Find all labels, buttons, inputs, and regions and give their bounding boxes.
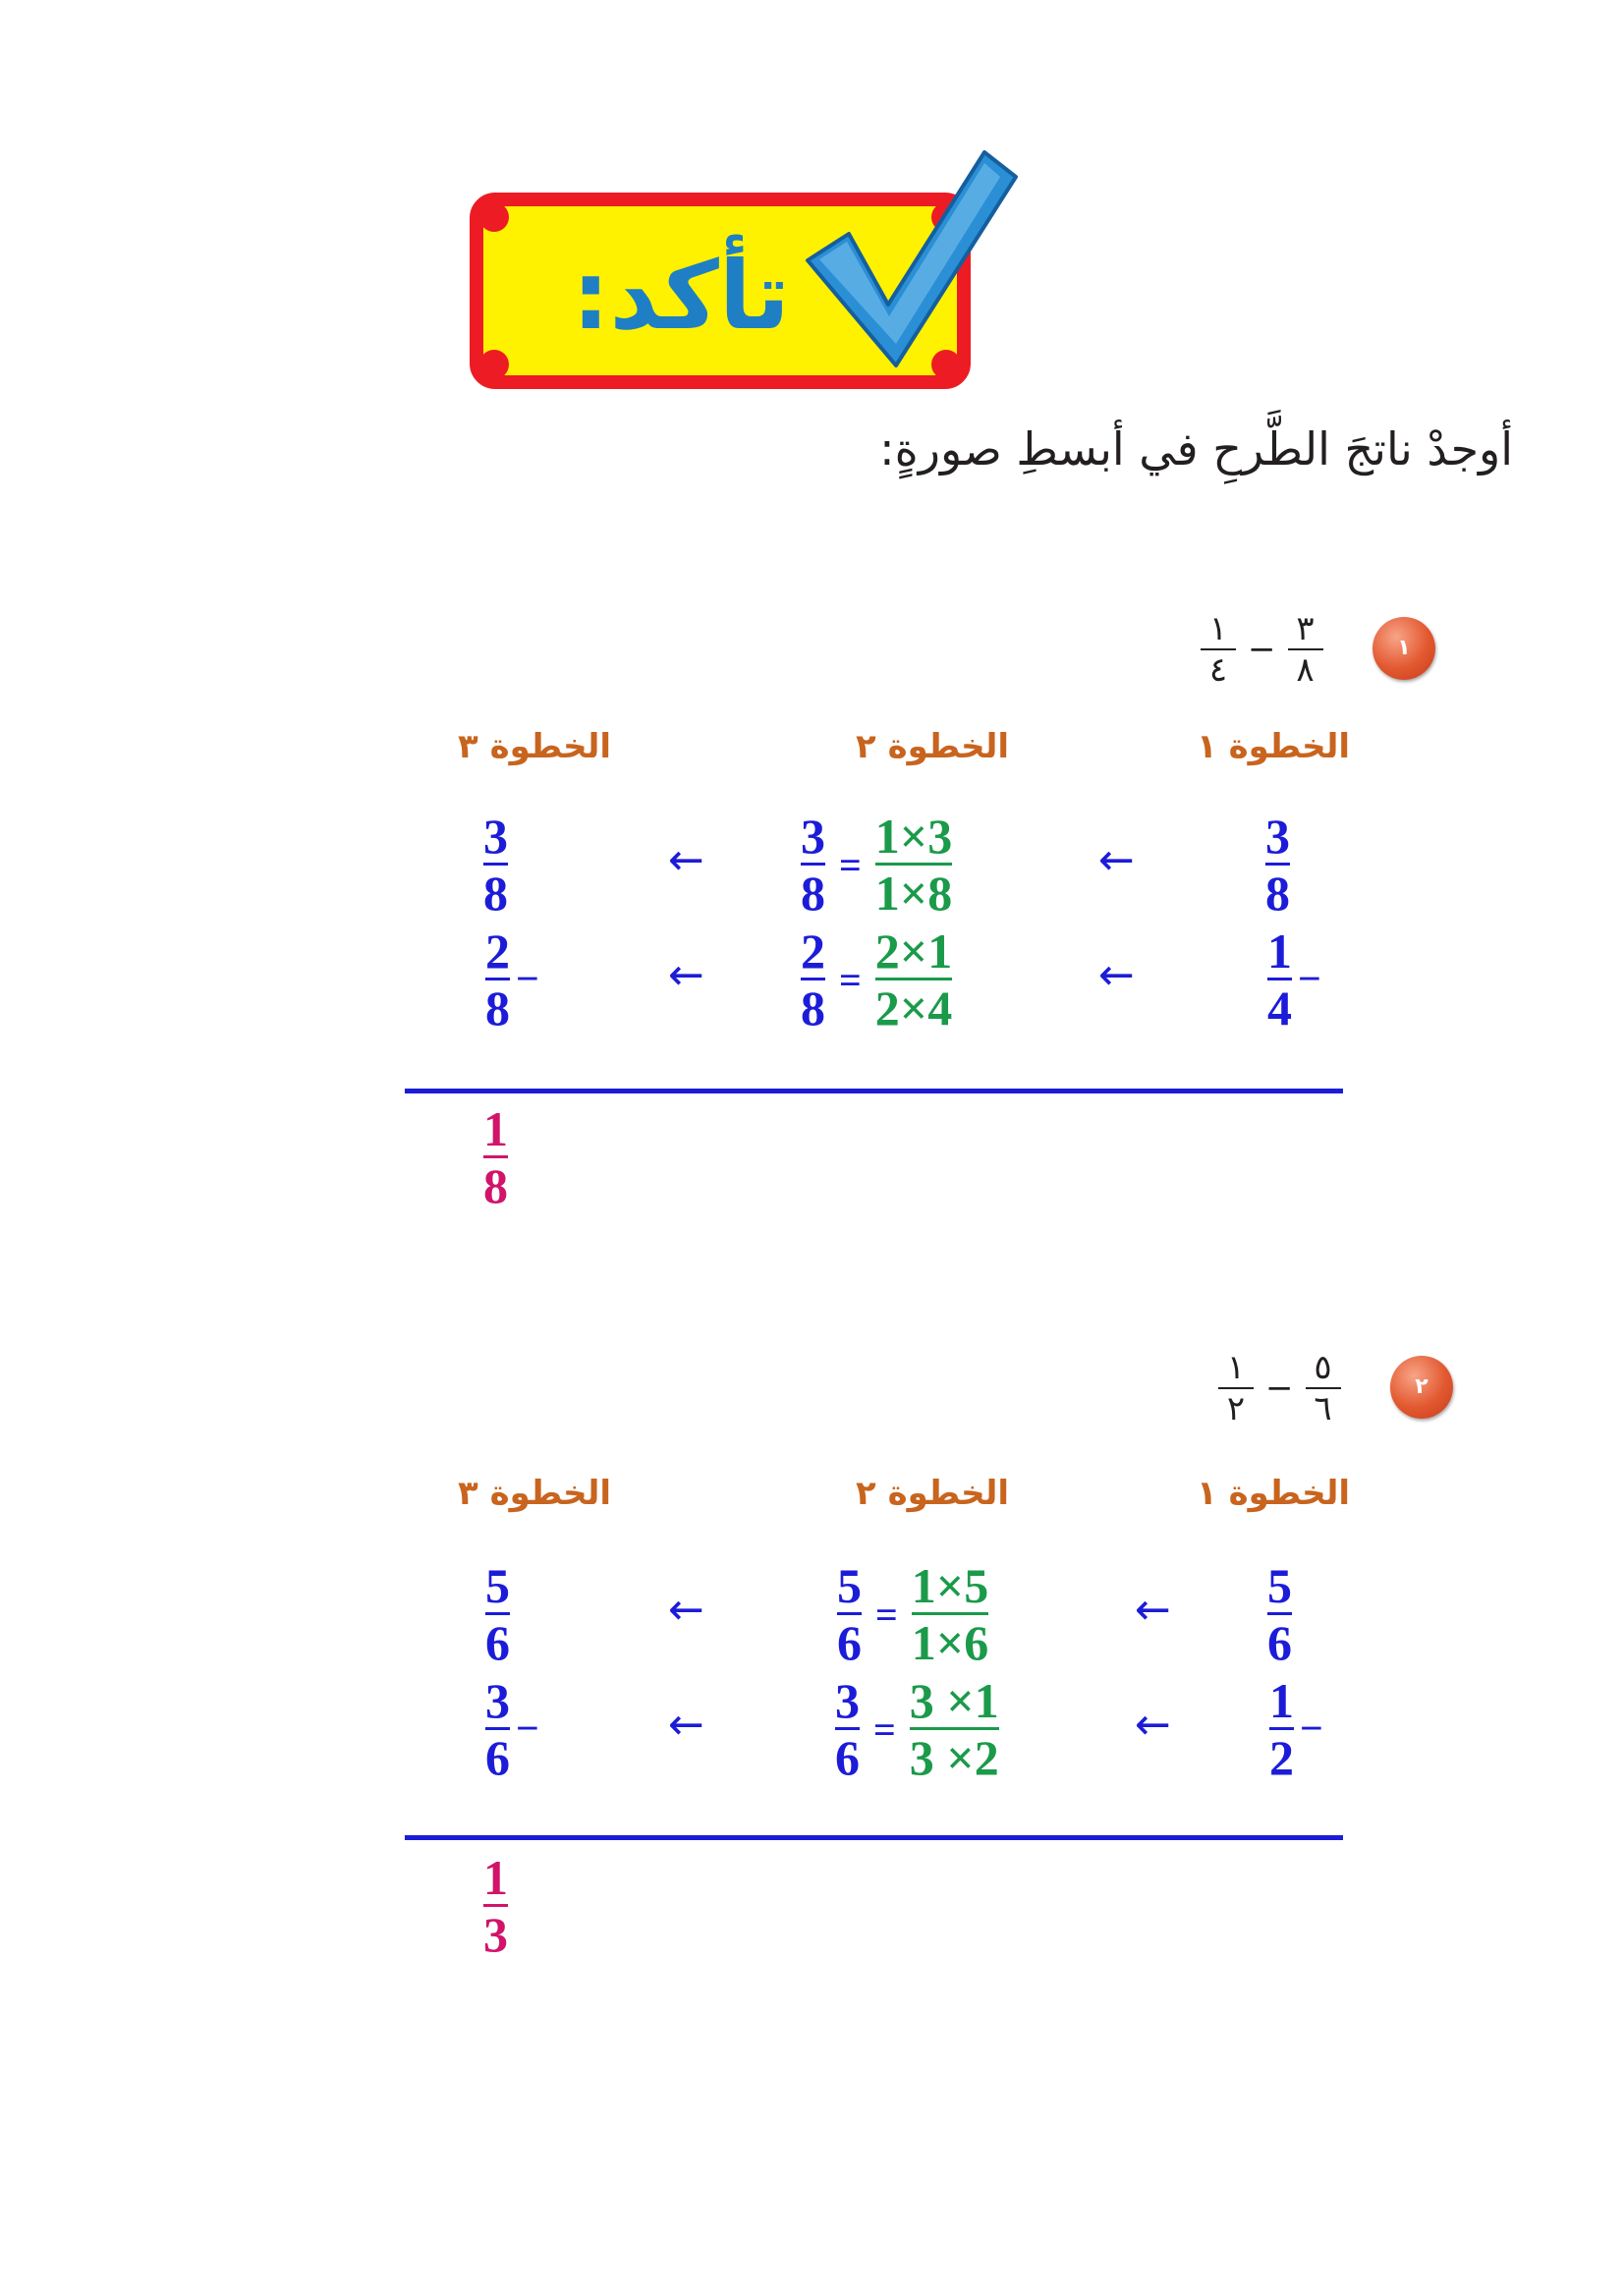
denominator: 3	[483, 1907, 508, 1962]
fraction	[1267, 925, 1292, 1034]
checkmark-icon	[798, 138, 1024, 373]
fraction	[801, 811, 825, 919]
fraction	[485, 1675, 510, 1783]
fraction	[835, 1675, 860, 1783]
minus-sign: −	[1265, 1369, 1294, 1408]
step-label: الخطوة ٢	[855, 1474, 1010, 1513]
denominator: 6	[485, 1730, 510, 1785]
denominator: ٤	[1208, 650, 1228, 690]
numerator: 3	[801, 809, 825, 864]
equals-sign: =	[839, 957, 862, 1002]
numerator: 3	[485, 1673, 510, 1728]
sum-line	[405, 1835, 1343, 1840]
banner-title: تأكد:	[572, 241, 790, 351]
denominator: 8	[483, 866, 508, 921]
problem-number-badge: ١	[1372, 617, 1435, 680]
denominator: ٦	[1314, 1389, 1332, 1428]
numerator: 2	[485, 924, 510, 979]
banner-corner	[479, 202, 509, 232]
denominator: 8	[485, 980, 510, 1036]
equals-sign: =	[873, 1707, 896, 1752]
step2-equation	[801, 811, 952, 919]
numerator: 3	[1265, 809, 1290, 864]
fraction	[1214, 1348, 1258, 1428]
numerator: 3	[835, 1673, 860, 1728]
left-arrow-icon: ←	[668, 835, 704, 885]
denominator: 8	[1265, 866, 1290, 921]
numerator: 5	[485, 1558, 510, 1613]
fraction	[1302, 1348, 1345, 1428]
step2-equation	[837, 1560, 988, 1668]
numerator: 2	[801, 924, 825, 979]
step-label: الخطوة ٣	[457, 1474, 612, 1513]
conversion-fraction	[910, 1675, 999, 1783]
denominator: 8	[801, 866, 825, 921]
numerator: 1×5	[911, 1558, 989, 1613]
denominator: ٢	[1226, 1389, 1246, 1428]
step-label: الخطوة ٣	[457, 727, 612, 766]
conversion-fraction	[875, 925, 953, 1034]
banner-corner	[479, 350, 509, 379]
fraction	[1265, 811, 1290, 919]
step3-fraction	[485, 1560, 510, 1668]
denominator: 6	[485, 1615, 510, 1670]
fraction	[485, 925, 510, 1034]
denominator: 6	[1267, 1615, 1292, 1670]
left-arrow-icon: ←	[1135, 1700, 1171, 1750]
denominator: 8	[483, 1158, 508, 1213]
fraction	[801, 925, 825, 1034]
numerator: 3	[483, 809, 508, 864]
minus-sign: −	[1298, 957, 1321, 1002]
left-arrow-icon: ←	[1098, 835, 1135, 885]
fraction	[483, 1103, 508, 1211]
denominator: ٨	[1296, 650, 1315, 690]
denominator: 1×6	[911, 1615, 989, 1670]
left-arrow-icon: ←	[1098, 950, 1135, 1000]
minus-sign: −	[1300, 1707, 1323, 1752]
left-arrow-icon: ←	[668, 1585, 704, 1635]
denominator: 6	[835, 1730, 860, 1785]
denominator: 2	[1269, 1730, 1294, 1785]
step1-fraction	[1265, 811, 1290, 919]
numerator: ٥	[1314, 1348, 1332, 1387]
numerator: 3 ×1	[909, 1673, 999, 1728]
fraction	[483, 1852, 508, 1960]
problem-expression	[1214, 1348, 1345, 1428]
fraction	[1197, 609, 1240, 690]
step2-equation	[835, 1675, 999, 1783]
step1-fraction	[1269, 1675, 1323, 1783]
fraction	[483, 811, 508, 919]
result-fraction	[483, 1852, 508, 1960]
step2-equation	[801, 925, 952, 1034]
minus-sign: −	[516, 1707, 539, 1752]
step3-fraction	[483, 811, 508, 919]
sum-line	[405, 1089, 1343, 1093]
result-fraction	[483, 1103, 508, 1211]
step-label: الخطوة ١	[1196, 1474, 1351, 1513]
numerator: ١	[1226, 1348, 1246, 1387]
denominator: 1×8	[874, 866, 953, 921]
step3-fraction	[485, 1675, 539, 1783]
minus-sign: −	[1248, 630, 1276, 669]
instruction-text: أوجدْ ناتجَ الطَّرحِ في أبسطِ صورةٍ:	[879, 422, 1513, 476]
problem-number-badge: ٢	[1390, 1356, 1453, 1419]
denominator: 3 ×2	[909, 1730, 999, 1785]
numerator: ١	[1208, 609, 1228, 648]
fraction	[1269, 1675, 1294, 1783]
left-arrow-icon: ←	[1135, 1585, 1171, 1635]
fraction	[1284, 609, 1327, 690]
numerator: 1	[483, 1101, 508, 1156]
denominator: 8	[801, 980, 825, 1036]
step1-fraction	[1267, 925, 1321, 1034]
equals-sign: =	[839, 842, 862, 887]
minus-sign: −	[516, 957, 539, 1002]
step-label: الخطوة ١	[1196, 727, 1351, 766]
numerator: 1×3	[874, 809, 953, 864]
fraction	[1267, 1560, 1292, 1668]
step-label: الخطوة ٢	[855, 727, 1010, 766]
numerator: 2×1	[874, 924, 953, 979]
fraction	[837, 1560, 862, 1668]
numerator: 5	[1267, 1558, 1292, 1613]
step3-fraction	[485, 925, 539, 1034]
problem-expression	[1197, 609, 1327, 690]
fraction	[485, 1560, 510, 1668]
left-arrow-icon: ←	[668, 1700, 704, 1750]
denominator: 6	[837, 1615, 862, 1670]
step1-fraction	[1267, 1560, 1292, 1668]
denominator: 4	[1267, 980, 1292, 1036]
left-arrow-icon: ←	[668, 950, 704, 1000]
numerator: 5	[837, 1558, 862, 1613]
numerator: 1	[1269, 1673, 1294, 1728]
equals-sign: =	[875, 1592, 898, 1637]
denominator: 2×4	[874, 980, 953, 1036]
numerator: 1	[1267, 924, 1292, 979]
numerator: ٣	[1296, 609, 1315, 648]
numerator: 1	[483, 1850, 508, 1905]
conversion-fraction	[912, 1560, 989, 1668]
conversion-fraction	[875, 811, 953, 919]
